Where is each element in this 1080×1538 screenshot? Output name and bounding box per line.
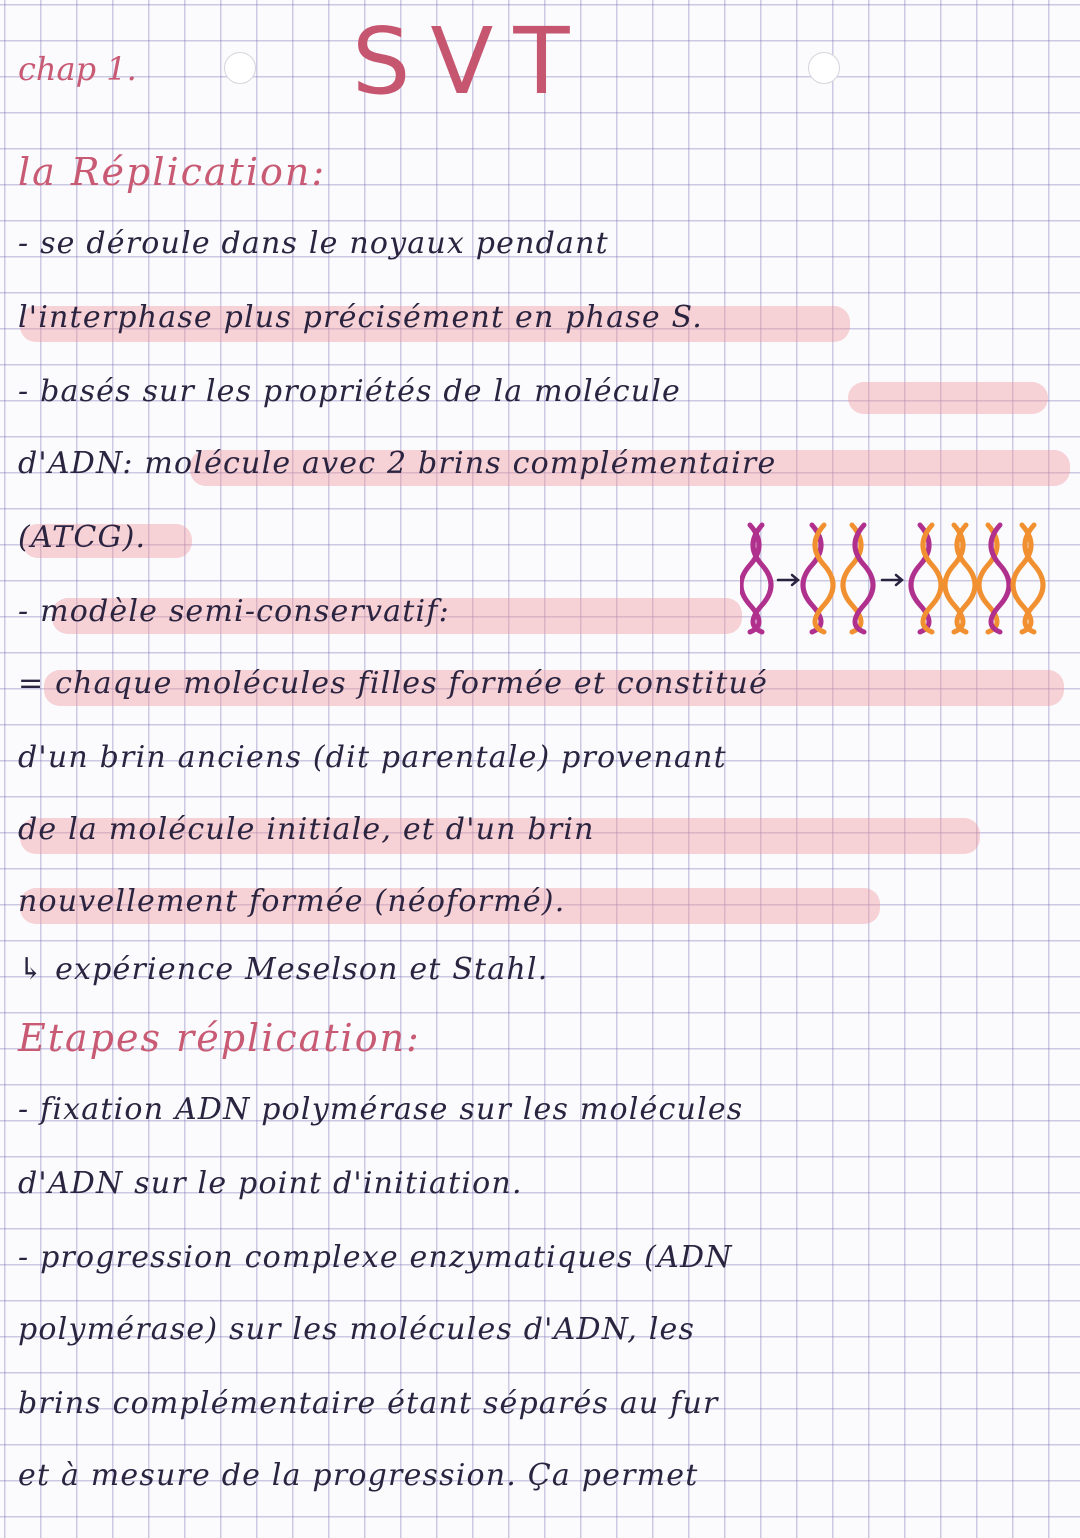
page-title: SVT — [352, 8, 590, 115]
note-line: - modèle semi-conservatif: — [18, 594, 450, 629]
binder-hole-left — [224, 52, 256, 84]
note-line: polymérase) sur les molécules d'ADN, les — [18, 1312, 696, 1347]
note-line: nouvellement formée (néoformé). — [18, 884, 566, 919]
note-line: - se déroule dans le noyaux pendant — [18, 226, 609, 261]
note-line: - basés sur les propriétés de la molécule — [18, 374, 681, 409]
highlight — [848, 382, 1048, 414]
note-line: et à mesure de la progression. Ça permet — [18, 1458, 699, 1493]
note-line: brins complémentaire étant séparés au fur — [18, 1386, 719, 1421]
note-line: d'ADN: molécule avec 2 brins complémentaire — [18, 446, 777, 481]
section-title-etapes: Etapes réplication: — [18, 1016, 421, 1060]
note-line: - fixation ADN polymérase sur les molécules — [18, 1092, 744, 1127]
note-line: (ATCG). — [18, 520, 147, 555]
note-line: d'ADN sur le point d'initiation. — [18, 1166, 523, 1201]
note-line: de la molécule initiale, et d'un brin — [18, 812, 595, 847]
note-line: ↳ expérience Meselson et Stahl. — [18, 952, 549, 987]
chapter-label: chap 1. — [18, 50, 137, 88]
binder-hole-right — [808, 52, 840, 84]
note-line: l'interphase plus précisément en phase S. — [18, 300, 703, 335]
section-title-replication: la Réplication: — [18, 150, 327, 194]
note-line: d'un brin anciens (dit parentale) provenant — [18, 740, 727, 775]
note-line: = chaque molécules filles formée et constitué — [18, 666, 769, 701]
note-line: - progression complexe enzymatiques (ADN — [18, 1240, 733, 1275]
dna-semiconservative-icon — [740, 520, 1060, 635]
